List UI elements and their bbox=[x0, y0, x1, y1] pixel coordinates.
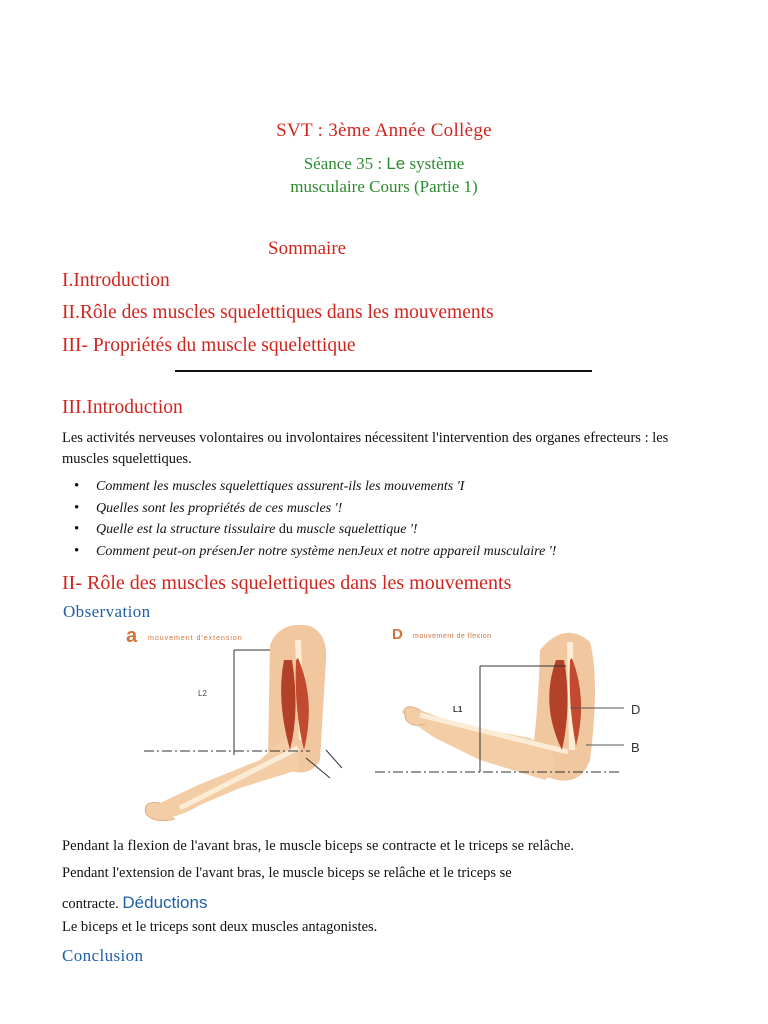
session-title-word: Le bbox=[386, 154, 406, 173]
page-title: SVT : 3ème Année Collège bbox=[276, 120, 492, 141]
list-item bbox=[74, 498, 556, 520]
label-l1: L1 bbox=[453, 705, 463, 714]
question-text: I bbox=[459, 479, 465, 494]
summary-heading: Sommaire bbox=[268, 238, 347, 259]
figure-letter-d: D bbox=[392, 626, 403, 643]
antagonist-paragraph: Le biceps et le triceps sont deux muscles antagonistes. bbox=[62, 919, 378, 935]
label-b: B bbox=[631, 740, 640, 755]
section-heading-role-muscles: II- Rôle des muscles squelettiques dans les mouvements bbox=[62, 572, 512, 594]
question-text: Comment les muscles squelettiqu bbox=[96, 479, 282, 494]
section-heading-introduction: III.Introduction bbox=[62, 397, 183, 418]
toc-item-proprietes: III- Propriétés du muscle squelettique bbox=[62, 335, 356, 356]
question-list bbox=[74, 476, 556, 562]
flexion-diagram bbox=[375, 626, 640, 781]
question-text: Comment peut-on présenJer notre système nenJeux et notre appareil musculaire '! bbox=[96, 543, 557, 559]
session-title-suffix: système bbox=[405, 154, 465, 173]
list-item bbox=[74, 519, 556, 541]
figure-letter-a: a bbox=[126, 625, 138, 647]
caption-extension: mouvement d'extension bbox=[148, 635, 243, 642]
flexion-paragraph: Pendant la flexion de l'avant bras, le muscle biceps se contracte et le triceps se relâche. bbox=[62, 838, 575, 854]
toc-item-introduction: I.Introduction bbox=[62, 270, 170, 291]
observation-label: Observation bbox=[63, 602, 151, 621]
session-title-line-1 bbox=[0, 154, 768, 174]
arm-movement-figure bbox=[120, 620, 680, 830]
extension-paragraph-end bbox=[62, 893, 207, 913]
extension-paragraph-tail: contracte. bbox=[62, 896, 123, 912]
session-title-prefix: Séance 35 : bbox=[303, 154, 387, 173]
extension-diagram bbox=[126, 625, 342, 821]
label-d: D bbox=[631, 702, 641, 717]
question-text: Quelles sont les propriétés de ces muscles '! bbox=[96, 500, 343, 516]
label-l2: L2 bbox=[198, 689, 207, 698]
introduction-paragraph: Les activités nerveuses volontaires ou involontaires nécessitent l'intervention des organes efrecteurs : les muscles squelettiques. bbox=[62, 430, 669, 467]
question-text: du bbox=[278, 522, 293, 537]
deductions-label: Déductions bbox=[122, 893, 208, 912]
section-divider bbox=[175, 370, 592, 372]
question-text: muscle squelettique '! bbox=[292, 522, 418, 537]
question-text: es assurent-ils les mouvements ' bbox=[281, 479, 460, 494]
list-item bbox=[74, 476, 556, 498]
list-item bbox=[74, 541, 556, 563]
question-text: Quelle est la structure tissulaire bbox=[96, 522, 279, 537]
conclusion-label: Conclusion bbox=[62, 946, 144, 965]
session-title-line-2: musculaire Cours (Partie 1) bbox=[290, 177, 478, 196]
caption-flexion: mouvement de flexion bbox=[413, 633, 492, 640]
forearm-shape bbox=[154, 735, 299, 818]
toc-item-role-muscles: II.Rôle des muscles squelettiques dans les mouvements bbox=[62, 302, 494, 323]
extension-paragraph: Pendant l'extension de l'avant bras, le muscle biceps se relâche et le triceps se bbox=[62, 865, 512, 881]
